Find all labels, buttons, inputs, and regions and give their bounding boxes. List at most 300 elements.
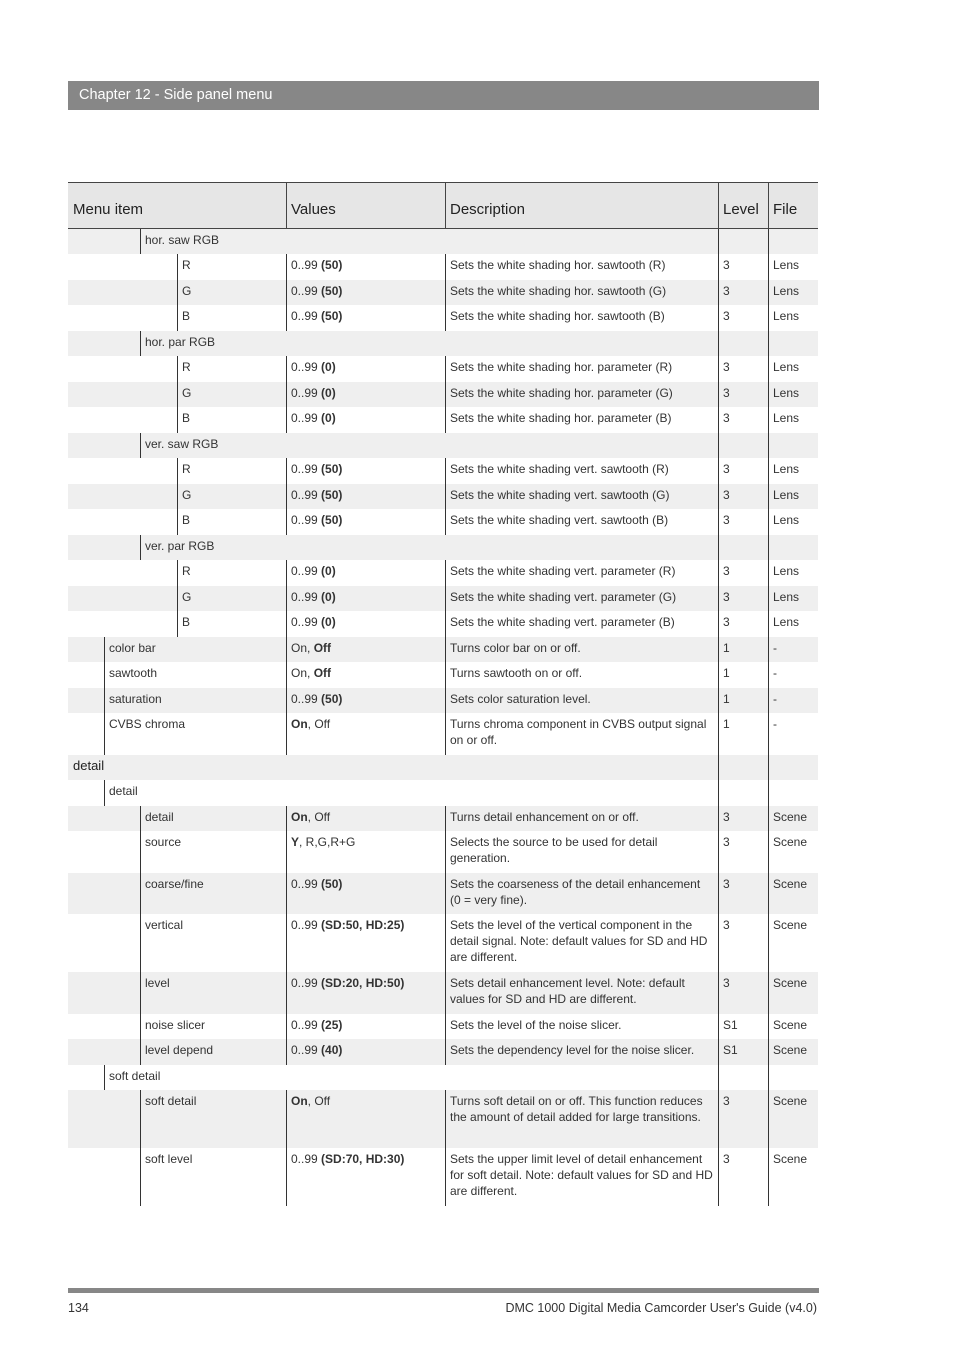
menu-item: ver. saw RGB (145, 437, 219, 451)
file-cell: Scene (773, 976, 808, 990)
table-row (68, 458, 818, 484)
column-divider (768, 1090, 769, 1148)
value-default: On (291, 810, 308, 824)
value-cell (291, 461, 342, 477)
column-divider (768, 254, 769, 280)
level-cell: 3 (723, 411, 730, 425)
file-cell: Lens (773, 411, 800, 425)
table-row (68, 356, 818, 382)
column-divider (718, 637, 719, 662)
value-cell (291, 308, 342, 324)
table-row (68, 1148, 818, 1206)
level-cell: 3 (723, 810, 730, 824)
column-divider (768, 1039, 769, 1065)
description-cell: Sets the white shading hor. parameter (R) (450, 360, 673, 374)
table-row (68, 780, 818, 806)
column-divider (718, 382, 719, 407)
value-cell (291, 359, 336, 375)
level-cell: S1 (723, 1018, 738, 1032)
description-cell: Sets the white shading hor. parameter (B) (450, 411, 672, 425)
tree-line (177, 356, 178, 382)
column-divider (445, 560, 446, 586)
table-row (68, 382, 818, 407)
menu-item: B (182, 411, 191, 425)
file-cell: Lens (773, 462, 800, 476)
column-divider (768, 560, 769, 586)
column-divider (718, 1039, 719, 1065)
col-values: Values (291, 201, 336, 218)
table-row (68, 229, 818, 254)
value-range: 0..99 (291, 284, 322, 298)
column-divider (718, 356, 719, 382)
value-cell (291, 257, 342, 273)
column-divider (718, 458, 719, 484)
column-divider (718, 1014, 719, 1039)
column-divider (445, 806, 446, 831)
level-cell: 3 (723, 615, 730, 629)
value-default: (40) (321, 1043, 343, 1057)
table-row (68, 713, 818, 755)
column-divider (286, 560, 287, 586)
col-level: Level (723, 201, 759, 218)
file-cell: - (773, 717, 777, 731)
menu-item: soft detail (109, 1069, 161, 1083)
column-divider (718, 280, 719, 305)
description-cell: Sets the white shading hor. parameter (G) (450, 386, 673, 400)
file-cell: Lens (773, 360, 800, 374)
column-divider (768, 662, 769, 688)
value-default: Y (291, 835, 300, 849)
column-divider (768, 280, 769, 305)
tree-line (177, 560, 178, 586)
column-divider (286, 356, 287, 382)
column-divider (768, 305, 769, 331)
table-row (68, 280, 818, 305)
column-divider (286, 1148, 287, 1206)
table-row (68, 662, 818, 688)
column-divider (768, 229, 769, 254)
column-divider (768, 780, 769, 806)
table-row (68, 914, 818, 972)
value-default: On (291, 717, 308, 731)
column-divider (445, 831, 446, 873)
column-divider (286, 1039, 287, 1065)
tree-line (104, 713, 105, 755)
column-divider (718, 560, 719, 586)
value-range: , Off (307, 1094, 331, 1108)
file-cell: Lens (773, 564, 800, 578)
file-cell: Lens (773, 513, 800, 527)
file-cell: Lens (773, 309, 800, 323)
column-divider (445, 356, 446, 382)
column-divider (445, 407, 446, 433)
column-divider (286, 662, 287, 688)
table-row (68, 254, 818, 280)
value-range: 0..99 (291, 564, 322, 578)
tree-line (177, 458, 178, 484)
column-divider (768, 1148, 769, 1206)
column-divider (718, 535, 719, 560)
column-divider (768, 972, 769, 1014)
column-divider (445, 305, 446, 331)
description-cell: Turns chroma component in CVBS output signal on or off. (450, 717, 707, 747)
value-range: 0..99 (291, 877, 322, 891)
menu-item: hor. par RGB (145, 335, 216, 349)
column-divider (768, 535, 769, 560)
column-divider (718, 780, 719, 806)
menu-item: G (182, 386, 192, 400)
tree-line (104, 780, 105, 806)
chapter-title: Chapter 12 - Side panel menu (79, 87, 273, 103)
column-divider (445, 873, 446, 914)
menu-item: detail (109, 784, 138, 798)
column-divider (445, 484, 446, 509)
column-divider (286, 305, 287, 331)
file-cell: Scene (773, 1043, 808, 1057)
level-cell: 3 (723, 1152, 730, 1166)
table-row (68, 509, 818, 535)
table-row (68, 1090, 818, 1148)
tree-line (140, 1014, 141, 1039)
level-cell: 3 (723, 309, 730, 323)
level-cell: 3 (723, 462, 730, 476)
menu-item: G (182, 284, 192, 298)
value-range: 0..99 (291, 411, 322, 425)
column-divider (718, 254, 719, 280)
menu-item: level depend (145, 1043, 214, 1057)
column-divider (445, 713, 446, 755)
description-cell: Sets the white shading hor. sawtooth (G) (450, 284, 667, 298)
value-cell (291, 589, 336, 605)
column-divider (286, 586, 287, 611)
value-default: (50) (321, 309, 343, 323)
column-divider (286, 382, 287, 407)
file-cell: - (773, 666, 777, 680)
menu-item: soft detail (145, 1094, 197, 1108)
table-header (68, 183, 818, 229)
table-row (68, 1065, 818, 1090)
description-cell: Turns color bar on or off. (450, 641, 581, 655)
tree-line (104, 688, 105, 713)
value-cell (291, 665, 331, 681)
value-range: 0..99 (291, 692, 322, 706)
column-divider (286, 484, 287, 509)
table-row (68, 1039, 818, 1065)
value-range: 0..99 (291, 488, 322, 502)
value-default: On (291, 1094, 308, 1108)
value-default: (SD:50, HD:25) (321, 918, 405, 932)
column-divider (718, 755, 719, 780)
description-cell: Sets the white shading vert. sawtooth (B) (450, 513, 669, 527)
value-range: 0..99 (291, 360, 322, 374)
value-range: , Off (307, 717, 331, 731)
value-default: (SD:70, HD:30) (321, 1152, 405, 1166)
value-default: (50) (321, 877, 343, 891)
column-divider (768, 458, 769, 484)
table-row (68, 1014, 818, 1039)
table-row (68, 873, 818, 914)
column-divider (286, 407, 287, 433)
column-divider (286, 280, 287, 305)
value-cell (291, 1151, 404, 1167)
menu-item: G (182, 590, 192, 604)
file-cell: - (773, 641, 777, 655)
column-divider (768, 713, 769, 755)
level-cell: S1 (723, 1043, 738, 1057)
description-cell: Sets the white shading vert. parameter (G) (450, 590, 677, 604)
table-row (68, 433, 818, 458)
column-divider (718, 433, 719, 458)
column-divider (718, 713, 719, 755)
file-cell: Scene (773, 918, 808, 932)
menu-item: ver. par RGB (145, 539, 215, 553)
value-default: Off (313, 641, 332, 655)
level-cell: 3 (723, 1094, 730, 1108)
table-row (68, 611, 818, 637)
value-default: (50) (321, 488, 343, 502)
value-range: 0..99 (291, 615, 322, 629)
column-divider (718, 831, 719, 873)
menu-item: B (182, 513, 191, 527)
column-divider (286, 688, 287, 713)
tree-line (140, 1039, 141, 1065)
column-divider (768, 755, 769, 780)
value-range: 0..99 (291, 309, 322, 323)
table-row (68, 305, 818, 331)
tree-line (177, 407, 178, 433)
value-range: 0..99 (291, 976, 322, 990)
level-cell: 3 (723, 918, 730, 932)
menu-item: color bar (109, 641, 156, 655)
value-cell (291, 1093, 330, 1109)
column-divider (768, 356, 769, 382)
column-divider (768, 586, 769, 611)
column-divider (286, 254, 287, 280)
tree-line (140, 229, 141, 254)
column-divider (768, 914, 769, 972)
menu-item: saturation (109, 692, 162, 706)
column-divider (768, 509, 769, 535)
tree-line (140, 433, 141, 458)
level-cell: 1 (723, 641, 730, 655)
column-divider (768, 484, 769, 509)
value-range: , R,G,R+G (299, 835, 356, 849)
level-cell: 3 (723, 564, 730, 578)
value-range: 0..99 (291, 513, 322, 527)
level-cell: 1 (723, 692, 730, 706)
tree-line (104, 662, 105, 688)
column-divider (718, 484, 719, 509)
column-divider (445, 509, 446, 535)
tree-line (104, 1065, 105, 1090)
tree-line (140, 1148, 141, 1206)
table-body (68, 229, 818, 1206)
file-cell: Scene (773, 835, 808, 849)
table-row (68, 806, 818, 831)
level-cell: 1 (723, 717, 730, 731)
value-cell (291, 614, 336, 630)
column-divider (718, 972, 719, 1014)
value-cell (291, 1042, 342, 1058)
tree-line (140, 873, 141, 914)
level-cell: 1 (723, 666, 730, 680)
file-cell: Lens (773, 258, 800, 272)
level-cell: 3 (723, 258, 730, 272)
column-divider (286, 914, 287, 972)
menu-item: R (182, 258, 191, 272)
column-divider (718, 229, 719, 254)
level-cell: 3 (723, 284, 730, 298)
table-row (68, 755, 818, 780)
description-cell: Selects the source to be used for detail generation. (450, 835, 658, 865)
tree-line (140, 972, 141, 1014)
value-default: (25) (321, 1018, 343, 1032)
column-divider (718, 305, 719, 331)
column-divider (768, 873, 769, 914)
value-range: On, (291, 641, 314, 655)
menu-table (68, 182, 818, 1206)
table-row (68, 331, 818, 356)
column-divider (445, 1039, 446, 1065)
column-divider (768, 637, 769, 662)
menu-item: coarse/fine (145, 877, 204, 891)
menu-item: hor. saw RGB (145, 233, 220, 247)
column-divider (445, 688, 446, 713)
file-cell: Scene (773, 877, 808, 891)
tree-line (104, 637, 105, 662)
value-range: On, (291, 666, 314, 680)
file-cell: Scene (773, 1094, 808, 1108)
col-file: File (773, 201, 798, 218)
tree-line (177, 509, 178, 535)
value-cell (291, 385, 336, 401)
value-default: (SD:20, HD:50) (321, 976, 405, 990)
column-divider (286, 509, 287, 535)
column-divider (445, 254, 446, 280)
table-row (68, 535, 818, 560)
menu-item: B (182, 309, 191, 323)
tree-line (140, 535, 141, 560)
menu-item: R (182, 360, 191, 374)
column-divider (286, 1090, 287, 1148)
column-divider (718, 1090, 719, 1148)
value-default: (50) (321, 513, 343, 527)
tree-line (177, 382, 178, 407)
value-default: Off (313, 666, 332, 680)
file-cell: Lens (773, 488, 800, 502)
column-divider (718, 1065, 719, 1090)
column-divider (768, 688, 769, 713)
column-divider (445, 280, 446, 305)
tree-line (177, 586, 178, 611)
column-divider (445, 611, 446, 637)
value-cell (291, 563, 336, 579)
menu-item: vertical (145, 918, 184, 932)
column-divider (445, 914, 446, 972)
description-cell: Turns sawtooth on or off. (450, 666, 583, 680)
value-default: (50) (321, 258, 343, 272)
column-divider (768, 1014, 769, 1039)
menu-item: sawtooth (109, 666, 158, 680)
description-cell: Turns detail enhancement on or off. (450, 810, 639, 824)
column-divider (286, 611, 287, 637)
column-divider (768, 611, 769, 637)
value-default: (50) (321, 462, 343, 476)
column-divider (768, 382, 769, 407)
file-cell: Lens (773, 284, 800, 298)
col-description: Description (450, 201, 526, 218)
column-divider (286, 873, 287, 914)
menu-item: detail (73, 758, 105, 773)
column-divider (718, 873, 719, 914)
level-cell: 3 (723, 360, 730, 374)
level-cell: 3 (723, 488, 730, 502)
file-cell: Scene (773, 1152, 808, 1166)
menu-item: G (182, 488, 192, 502)
description-cell: Sets the white shading vert. sawtooth (G) (450, 488, 670, 502)
value-cell (291, 876, 342, 892)
description-cell: Sets the coarseness of the detail enhancement (0 = very fine). (450, 877, 701, 907)
value-cell (291, 640, 331, 656)
description-cell: Sets the white shading vert. parameter (R) (450, 564, 676, 578)
menu-item: CVBS chroma (109, 717, 186, 731)
description-cell: Turns soft detail on or off. This function reduces the amount of detail added for large transitions. (450, 1094, 703, 1124)
column-divider (718, 806, 719, 831)
column-divider (718, 407, 719, 433)
description-cell: Sets the white shading vert. sawtooth (R) (450, 462, 669, 476)
column-divider (718, 1148, 719, 1206)
column-divider (445, 586, 446, 611)
level-cell: 3 (723, 513, 730, 527)
value-cell (291, 834, 355, 850)
column-divider (718, 662, 719, 688)
description-cell: Sets detail enhancement level. Note: default values for SD and HD are different. (450, 976, 685, 1006)
document-title: DMC 1000 Digital Media Camcorder User's Guide (v4.0) (505, 1301, 817, 1315)
column-divider (286, 458, 287, 484)
value-range: 0..99 (291, 258, 322, 272)
value-cell (291, 512, 342, 528)
menu-item: R (182, 462, 191, 476)
value-default: (0) (321, 386, 336, 400)
column-divider (768, 806, 769, 831)
file-cell: Lens (773, 386, 800, 400)
tree-line (140, 1090, 141, 1148)
value-default: (0) (321, 411, 336, 425)
column-divider (445, 1090, 446, 1148)
column-divider (445, 662, 446, 688)
column-divider (718, 914, 719, 972)
value-range: 0..99 (291, 386, 322, 400)
value-cell (291, 487, 342, 503)
table-row (68, 831, 818, 873)
value-cell (291, 716, 330, 732)
column-divider (445, 382, 446, 407)
column-divider (445, 637, 446, 662)
column-divider (286, 806, 287, 831)
value-cell (291, 917, 404, 933)
file-cell: Lens (773, 590, 800, 604)
description-cell: Sets the upper limit level of detail enhancement for soft detail. Note: default values for SD and HD are different. (450, 1152, 713, 1198)
column-divider (286, 713, 287, 755)
description-cell: Sets the white shading vert. parameter (B) (450, 615, 675, 629)
tree-line (177, 254, 178, 280)
level-cell: 3 (723, 877, 730, 891)
file-cell: Scene (773, 1018, 808, 1032)
value-range: 0..99 (291, 1018, 322, 1032)
description-cell: Sets the dependency level for the noise slicer. (450, 1043, 695, 1057)
value-default: (0) (321, 590, 336, 604)
column-divider (445, 972, 446, 1014)
